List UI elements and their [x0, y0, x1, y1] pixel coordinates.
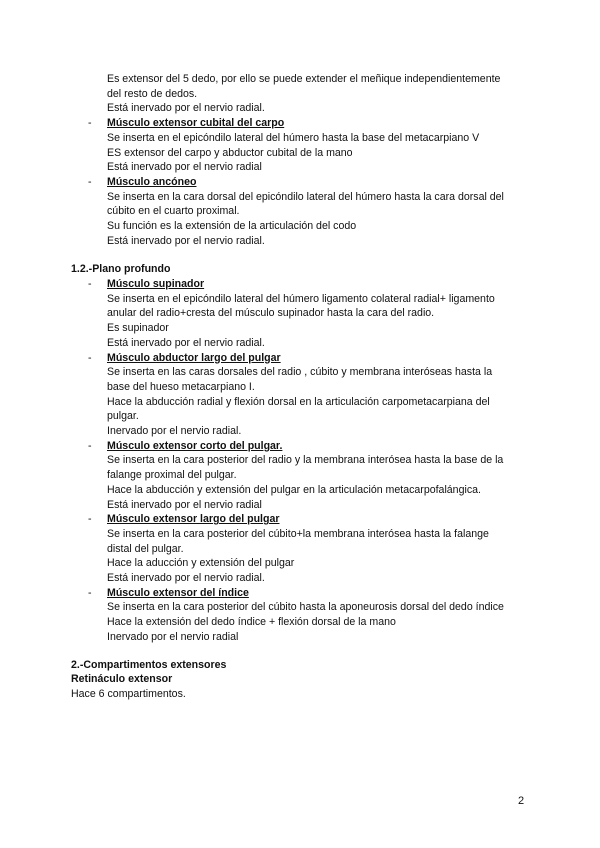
muscle-description-line: cúbito en el cuarto proximal.: [107, 205, 240, 218]
muscle-description-line: base del hueso metacarpiano I.: [107, 380, 255, 393]
muscle-description-line: Se inserta en la cara posterior del cúbito hasta la aponeurosis dorsal del dedo índice: [107, 601, 504, 614]
list-bullet: -: [88, 351, 92, 364]
muscle-description-line: Hace la abducción radial y flexión dorsal en la articulación carpometacarpiana del: [107, 395, 490, 408]
list-bullet: -: [88, 513, 92, 526]
muscle-title: Músculo extensor cubital del carpo: [107, 117, 285, 130]
muscle-description-line: Se inserta en el epicóndilo lateral del húmero hasta la base del metacarpiano V: [107, 131, 480, 144]
muscle-description-line: Está inervado por el nervio radial.: [107, 336, 265, 349]
muscle-description-line: Se inserta en la cara posterior del cúbito+la membrana interósea hasta la falange: [107, 527, 489, 540]
muscle-title: Músculo supinador: [107, 278, 205, 290]
muscle-description-line: Es supinador: [107, 322, 169, 335]
muscle-description-line: Está inervado por el nervio radial.: [107, 234, 265, 247]
muscle-description-line: Está inervado por el nervio radial: [107, 498, 262, 511]
list-bullet: -: [88, 175, 92, 188]
muscle-description-line: Hace la extensión del dedo índice + flexión dorsal de la mano: [107, 616, 396, 629]
muscle-description-line: distal del pulgar.: [107, 542, 184, 555]
muscle-description-line: Se inserta en el epicóndilo lateral del húmero ligamento colateral radial+ ligamento: [107, 292, 495, 305]
intro-line: del resto de dedos.: [107, 87, 198, 100]
muscle-description-line: Se inserta en la cara posterior del radio y la membrana interósea hasta la base de la: [107, 454, 504, 467]
muscle-description-line: Se inserta en la cara dorsal del epicóndilo lateral del húmero hasta la cara dorsal del: [107, 190, 504, 203]
muscle-description-line: Inervado por el nervio radial.: [107, 425, 242, 437]
intro-line: Es extensor del 5 dedo, por ello se puede extender el meñique independientemente: [107, 73, 501, 85]
muscle-description-line: Se inserta en las caras dorsales del radio , cúbito y membrana interóseas hasta la: [107, 366, 493, 379]
muscle-title: Músculo extensor largo del pulgar: [107, 513, 280, 526]
muscle-description-line: Hace la abducción y extensión del pulgar en la articulación metacarpofalángica.: [107, 483, 481, 496]
list-bullet: -: [88, 278, 92, 290]
list-bullet: -: [88, 117, 92, 130]
section-heading-deep-plane: 1.2.-Plano profundo: [71, 263, 171, 275]
muscle-description-line: Está inervado por el nervio radial.: [107, 572, 265, 584]
muscle-description-line: falange proximal del pulgar.: [107, 469, 237, 482]
muscle-description-line: Su función es la extensión de la articulación del codo: [107, 220, 357, 232]
intro-line: Está inervado por el nervio radial.: [107, 102, 265, 115]
muscle-description-line: Inervado por el nervio radial: [107, 630, 239, 643]
muscle-description-line: Hace la aducción y extensión del pulgar: [107, 557, 295, 570]
subheading-retinaculum: Retináculo extensor: [71, 673, 173, 685]
muscle-description-line: anular del radio+cresta del músculo supinador hasta la cara del radio.: [107, 307, 435, 320]
muscle-title: Músculo abductor largo del pulgar: [107, 351, 281, 364]
muscle-description-line: ES extensor del carpo y abductor cubital de la mano: [107, 146, 353, 159]
muscle-description-line: Está inervado por el nervio radial: [107, 161, 262, 174]
section-heading-compartments: 2.-Compartimentos extensores: [71, 659, 227, 671]
retinaculum-text: Hace 6 compartimentos.: [71, 688, 186, 700]
list-bullet: -: [88, 586, 92, 599]
muscle-description-line: pulgar.: [107, 410, 139, 423]
muscle-title: Músculo extensor corto del pulgar.: [107, 439, 283, 452]
list-bullet: -: [88, 439, 92, 452]
page-number: 2: [518, 795, 525, 807]
muscle-title: Músculo ancóneo: [107, 175, 197, 188]
muscle-title: Músculo extensor del índice: [107, 586, 249, 599]
